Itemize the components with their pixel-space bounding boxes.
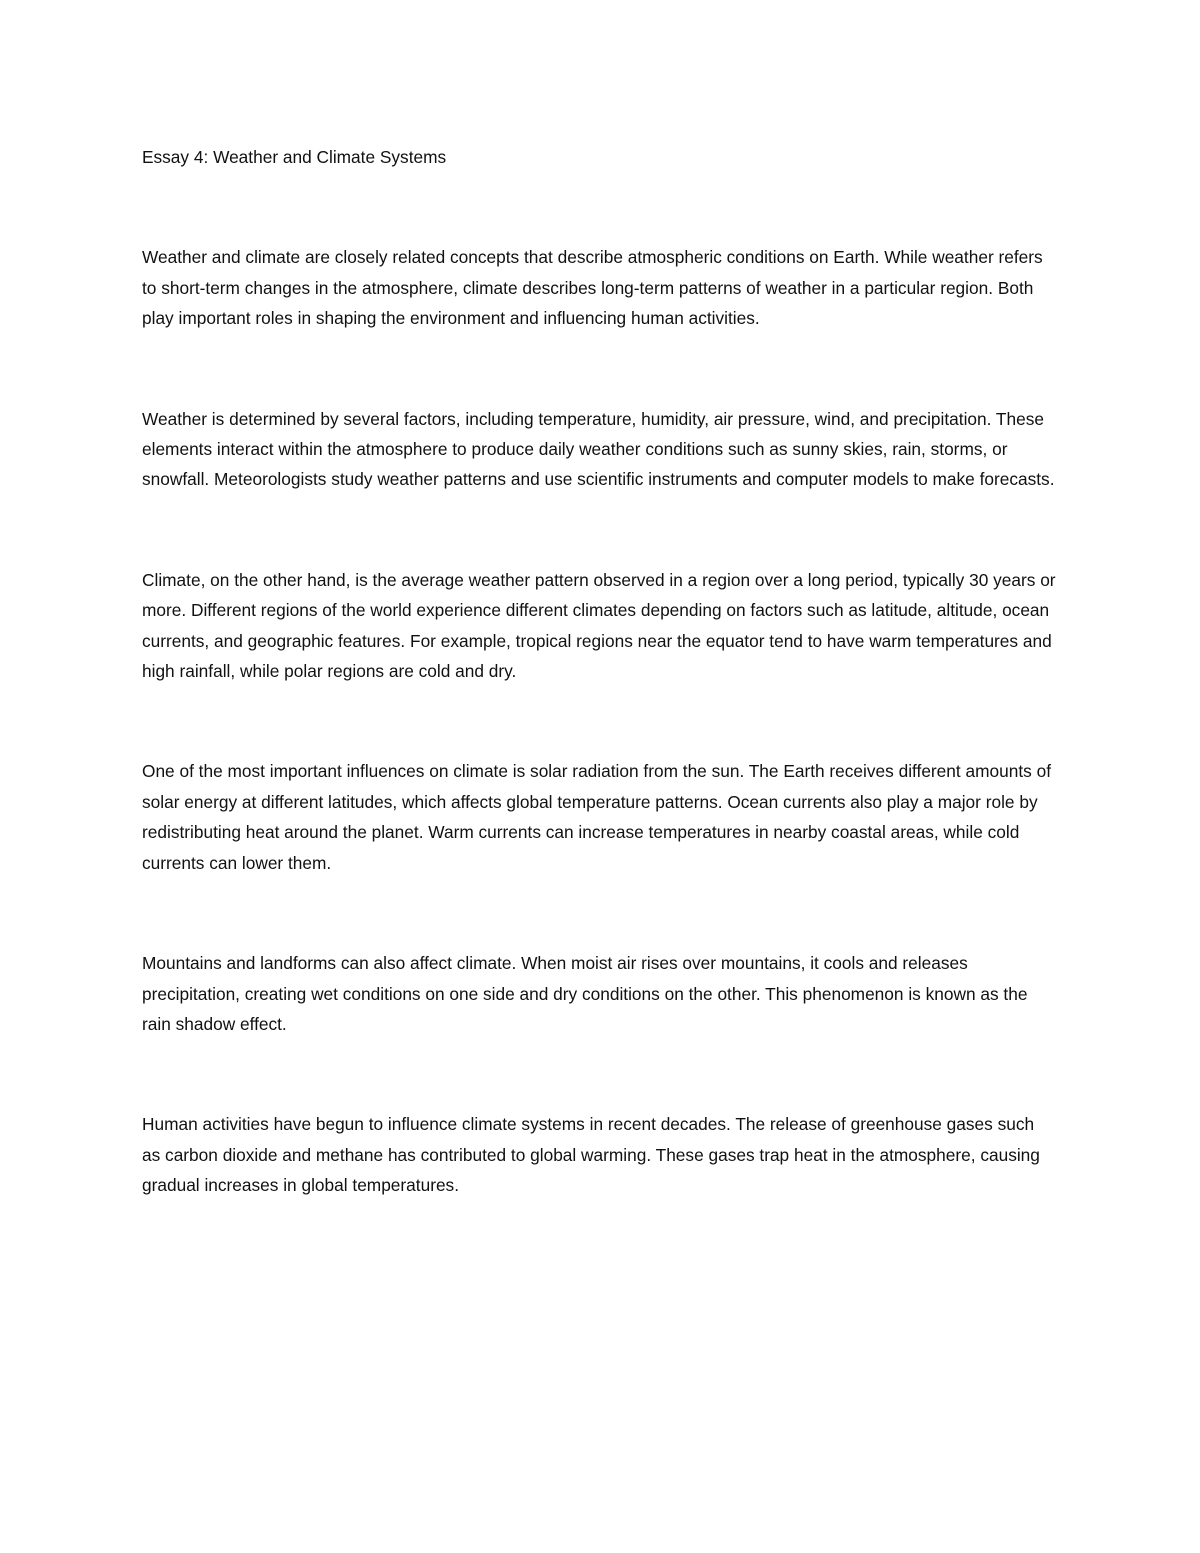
document-body	[142, 142, 1057, 1201]
paragraph-intro: Weather and climate are closely related concepts that describe atmospheric conditions on Earth. While weather refers to short-term changes in the atmosphere, climate describes long-term patterns of weather in a particular region. Both play important roles in shaping the environment and influencing human activities.	[142, 247, 1043, 329]
essay-title: Essay 4: Weather and Climate Systems	[142, 147, 447, 167]
paragraph-solar-ocean: One of the most important influences on climate is solar radiation from the sun. The Earth receives different amounts of solar energy at different latitudes, which affects global temperature patterns. Ocean currents also play a major role by redistributing heat around the planet. Warm currents can increase temperatures in nearby coastal areas, while cold currents can lower them.	[142, 761, 1052, 873]
paragraph-weather-factors: Weather is determined by several factors, including temperature, humidity, air pressure, wind, and precipitation. These elements interact within the atmosphere to produce daily weather conditions such as sunny skies, rain, storms, or snowfall. Meteorologists study weather patterns and use scientific instruments and computer models to make forecasts.	[142, 408, 1055, 490]
paragraph-human-activities: Human activities have begun to influence climate systems in recent decades. The release of greenhouse gases such as carbon dioxide and methane has contributed to global warming. These gases trap heat in the atmosphere, causing gradual increases in global temperatures.	[142, 1114, 1040, 1196]
paragraph-climate-definition: Climate, on the other hand, is the average weather pattern observed in a region over a long period, typically 30 years or more. Different regions of the world experience different climates depending on factors such as latitude, altitude, ocean currents, and geographic features. For example, tropical regions near the equator tend to have warm temperatures and high rainfall, while polar regions are cold and dry.	[142, 569, 1056, 682]
paragraph-mountains: Mountains and landforms can also affect climate. When moist air rises over mountains, it cools and releases precipitation, creating wet conditions on one side and dry conditions on the other. This phenomenon is known as the rain shadow effect.	[142, 953, 1028, 1034]
